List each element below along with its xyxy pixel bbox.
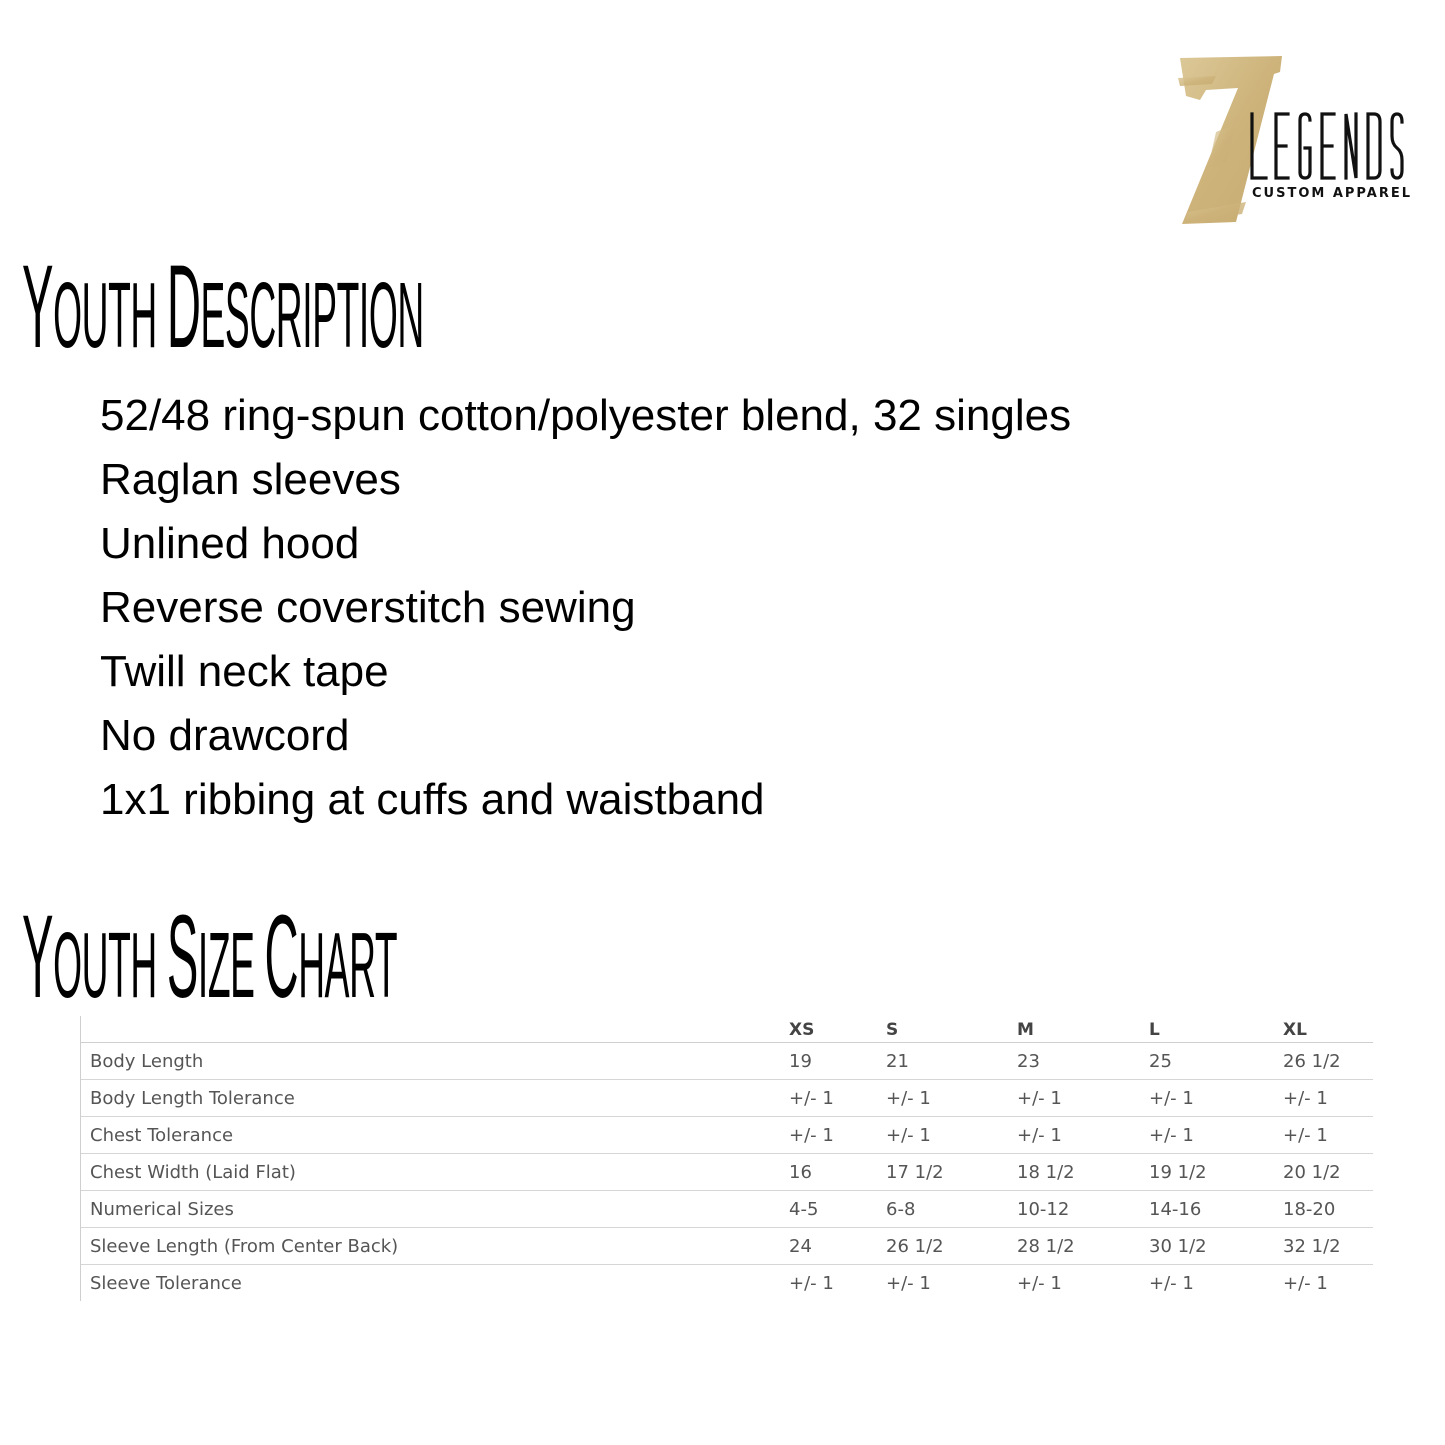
legends-wordmark (1252, 114, 1402, 178)
table-row (81, 1265, 1373, 1302)
table-cell: +/- 1 (1149, 1080, 1283, 1117)
row-label: Numerical Sizes (81, 1191, 789, 1228)
size-header-xl: XL (1283, 1016, 1373, 1043)
table-row (81, 1191, 1373, 1228)
table-cell: 24 (789, 1228, 886, 1265)
row-label: Body Length Tolerance (81, 1080, 789, 1117)
table-cell: +/- 1 (1017, 1080, 1149, 1117)
table-cell: 32 1/2 (1283, 1228, 1373, 1265)
table-row (81, 1228, 1373, 1265)
table-cell: +/- 1 (886, 1272, 931, 1294)
table-cell: +/- 1 (1283, 1272, 1328, 1294)
table-cell: 18-20 (1283, 1191, 1373, 1228)
table-cell: +/- 1 (1017, 1117, 1149, 1154)
description-list (100, 384, 1071, 832)
table-cell: 26 1/2 (1283, 1043, 1373, 1080)
size-header-row (81, 1016, 1373, 1043)
table-row (81, 1117, 1373, 1154)
table-cell: +/- 1 (1149, 1117, 1283, 1154)
table-cell: 18 1/2 (1017, 1154, 1149, 1191)
table-cell: 16 (789, 1154, 886, 1191)
table-cell: 25 (1149, 1043, 1283, 1080)
description-heading: YOUTH DESCRIPTION (22, 241, 424, 373)
table-cell: 19 (789, 1043, 886, 1080)
table-row (81, 1043, 1373, 1080)
description-item: Reverse coverstitch sewing (100, 583, 636, 632)
description-item: No drawcord (100, 711, 350, 760)
table-cell: +/- 1 (1283, 1080, 1373, 1117)
description-item: Raglan sleeves (100, 455, 401, 504)
row-label: Sleeve Tolerance (90, 1272, 242, 1294)
brand-logo (1176, 52, 1426, 227)
table-cell: 4-5 (789, 1191, 886, 1228)
size-header-xs: XS (789, 1016, 886, 1043)
table-row (81, 1154, 1373, 1191)
table-cell: 10-12 (1017, 1191, 1149, 1228)
description-item: 52/48 ring-spun cotton/polyester blend, 32 singles (100, 391, 1072, 440)
table-cell: +/- 1 (789, 1080, 886, 1117)
row-label: Sleeve Length (From Center Back) (81, 1228, 789, 1265)
table-cell: 28 1/2 (1017, 1228, 1149, 1265)
logo-tagline: CUSTOM APPAREL (1252, 186, 1412, 201)
table-cell: 6-8 (886, 1191, 1017, 1228)
table-cell: +/- 1 (1283, 1117, 1373, 1154)
row-label: Body Length (81, 1043, 789, 1080)
size-header-s: S (886, 1016, 1017, 1043)
description-item: Unlined hood (100, 519, 360, 568)
table-cell: +/- 1 (789, 1272, 834, 1294)
size-header-l: L (1149, 1016, 1283, 1043)
table-cell: +/- 1 (886, 1117, 1017, 1154)
table-cell: +/- 1 (886, 1080, 1017, 1117)
table-cell: 21 (886, 1043, 1017, 1080)
table-cell: +/- 1 (789, 1117, 886, 1154)
table-cell: 20 1/2 (1283, 1154, 1373, 1191)
table-cell: 26 1/2 (886, 1228, 1017, 1265)
table-cell: 14-16 (1149, 1191, 1283, 1228)
size-chart-table (80, 1016, 1373, 1301)
table-cell: +/- 1 (1149, 1272, 1194, 1294)
table-cell: 19 1/2 (1149, 1154, 1283, 1191)
label-column-header (81, 1016, 789, 1043)
table-cell: 17 1/2 (886, 1154, 1017, 1191)
description-item: Twill neck tape (100, 647, 389, 696)
table-cell: 23 (1017, 1043, 1149, 1080)
table-cell: +/- 1 (1017, 1272, 1062, 1294)
size-header-m: M (1017, 1016, 1149, 1043)
size-chart-heading: YOUTH SIZE CHART (22, 891, 398, 1023)
table-row (81, 1080, 1373, 1117)
row-label: Chest Tolerance (81, 1117, 789, 1154)
description-item: 1x1 ribbing at cuffs and waistband (100, 775, 765, 824)
table-cell: 30 1/2 (1149, 1228, 1283, 1265)
row-label: Chest Width (Laid Flat) (81, 1154, 789, 1191)
